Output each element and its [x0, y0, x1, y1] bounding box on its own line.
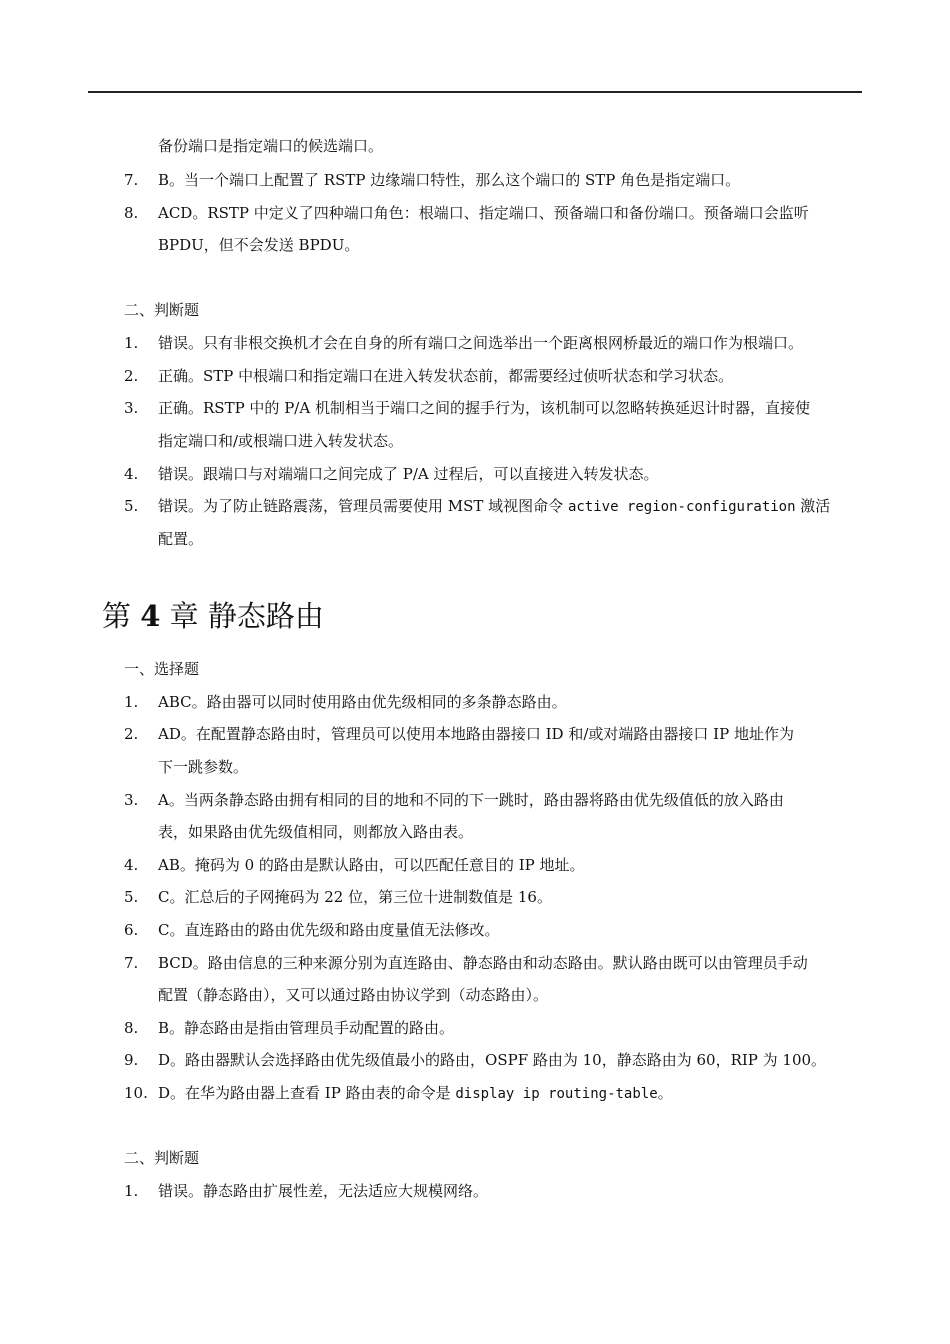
item-number: 5.	[124, 497, 139, 515]
text-segment: D。在华为路由器上查看 IP 路由表的命令是	[158, 1084, 456, 1102]
item-number: 1.	[124, 1182, 139, 1200]
item-text: 错误。跟端口与对端端口之间完成了 P/A 过程后，可以直接进入转发状态。	[158, 465, 659, 483]
item-number: 7.	[124, 171, 139, 189]
item-number: 2.	[124, 367, 139, 385]
item-text: 错误。只有非根交换机才会在自身的所有端口之间选举出一个距离根网桥最近的端口作为根端口。	[158, 334, 804, 352]
continuation-text: 备份端口是指定端口的候选端口。	[158, 137, 384, 155]
item-text: 指定端口和/或根端口进入转发状态。	[158, 432, 404, 450]
item-text: ABC。路由器可以同时使用路由优先级相同的多条静态路由。	[158, 693, 567, 711]
item-number: 3.	[124, 399, 139, 417]
item-text: 错误。静态路由扩展性差，无法适应大规模网络。	[158, 1182, 489, 1200]
item-text: 正确。STP 中根端口和指定端口在进入转发状态前，都需要经过侦听状态和学习状态。	[158, 367, 734, 385]
item-number: 9.	[124, 1051, 139, 1069]
item-text: C。汇总后的子网掩码为 22 位，第三位十进制数值是 16。	[158, 888, 552, 906]
item-number: 4.	[124, 465, 139, 483]
item-text: A。当两条静态路由拥有相同的目的地和不同的下一跳时，路由器将路由优先级值低的放入路由	[158, 791, 784, 809]
chapter-name: 章 静态路由	[160, 599, 324, 633]
item-text: 配置（静态路由），又可以通过路由协议学到（动态路由）。	[158, 986, 549, 1004]
section-heading: 二、判断题	[124, 301, 200, 319]
item-number: 6.	[124, 921, 139, 939]
text-segment: 激活	[795, 497, 831, 515]
section-heading: 二、判断题	[124, 1149, 200, 1167]
text-segment: 错误。为了防止链路震荡，管理员需要使用 MST 域视图命令	[158, 497, 568, 515]
item-text: B。静态路由是指由管理员手动配置的路由。	[158, 1019, 455, 1037]
item-number: 2.	[124, 725, 139, 743]
item-text: 表，如果路由优先级值相同，则都放入路由表。	[158, 823, 474, 841]
item-number: 1.	[124, 693, 139, 711]
text-segment: 。	[657, 1084, 673, 1102]
item-text: 下一跳参数。	[158, 758, 249, 776]
section-heading: 一、选择题	[124, 660, 200, 678]
item-number: 4.	[124, 856, 139, 874]
item-number: 3.	[124, 791, 139, 809]
header-rule	[88, 91, 862, 93]
item-text: ACD。RSTP 中定义了四种端口角色：根端口、指定端口、预备端口和备份端口。预备端口会监听	[158, 204, 809, 222]
item-number: 10.	[124, 1084, 148, 1102]
item-number: 5.	[124, 888, 139, 906]
item-text: AB。掩码为 0 的路由是默认路由，可以匹配任意目的 IP 地址。	[158, 856, 585, 874]
command-code: active region-configuration	[567, 499, 796, 515]
item-text: BCD。路由信息的三种来源分别为直连路由、静态路由和动态路由。默认路由既可以由管理员手动	[158, 954, 808, 972]
item-number: 1.	[124, 334, 139, 352]
chapter-number: 4	[140, 599, 161, 633]
item-text: AD。在配置静态路由时，管理员可以使用本地路由器接口 ID 和/或对端路由器接口 IP 地址作为	[158, 725, 794, 743]
chapter-prefix: 第	[102, 599, 141, 633]
item-text: C。直连路由的路由优先级和路由度量值无法修改。	[158, 921, 500, 939]
item-number: 7.	[124, 954, 139, 972]
item-text	[158, 1082, 673, 1105]
item-text: B。当一个端口上配置了 RSTP 边缘端口特性，那么这个端口的 STP 角色是指定端口。	[158, 171, 741, 189]
item-number: 8.	[124, 204, 139, 222]
item-text: BPDU，但不会发送 BPDU。	[158, 236, 360, 254]
item-text	[158, 495, 830, 518]
command-code: display ip routing-table	[455, 1086, 658, 1102]
item-text: D。路由器默认会选择路由优先级值最小的路由，OSPF 路由为 10，静态路由为 60，RIP 为 100。	[158, 1051, 827, 1069]
item-number: 8.	[124, 1019, 139, 1037]
item-text: 正确。RSTP 中的 P/A 机制相当于端口之间的握手行为，该机制可以忽略转换延迟计时器，直接使	[158, 399, 810, 417]
chapter-title	[102, 596, 324, 636]
item-text: 配置。	[158, 530, 204, 548]
